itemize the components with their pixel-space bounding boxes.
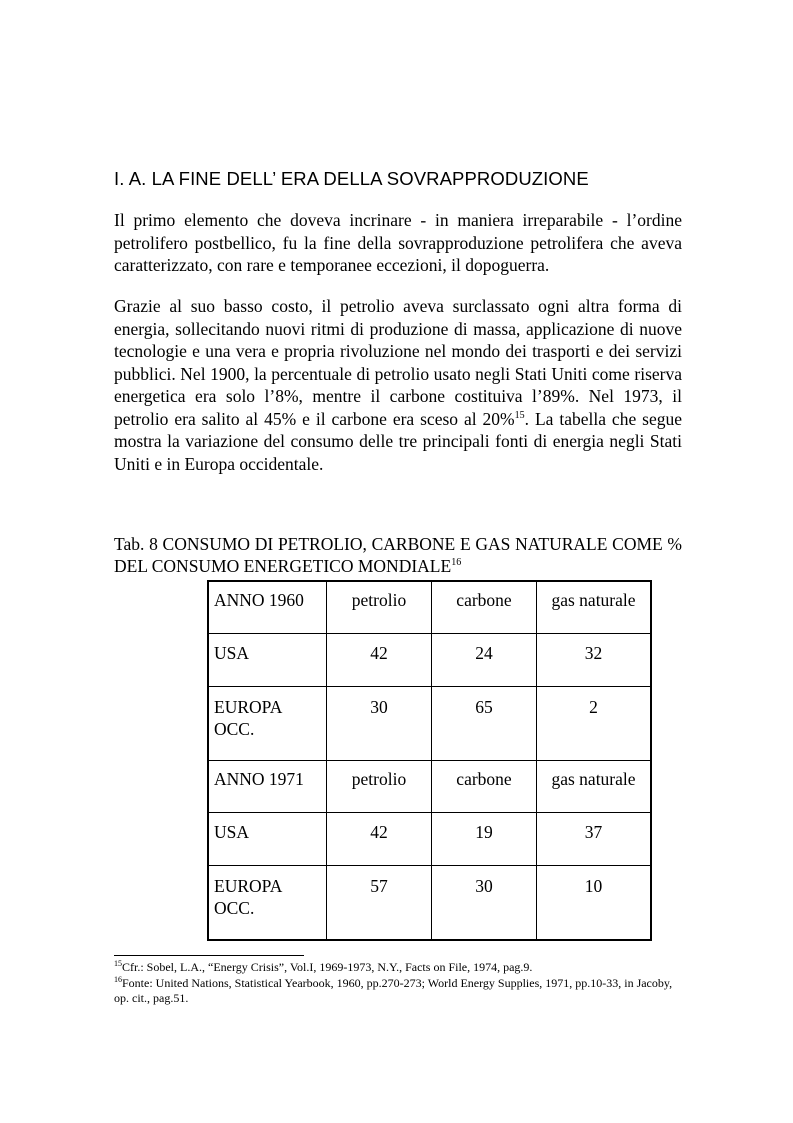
- cell-carbone: 65: [432, 687, 537, 761]
- cell-petrolio: 57: [327, 866, 432, 941]
- paragraph-energy-text: Grazie al suo basso costo, il petrolio aveva surclassato ogni altra forma di energia, sollecitando nuovi ritmi di produzione di massa, applicazione di nuove tecnologie e una vera e propria rivoluzione nel mondo dei trasporti e dei servizi pubblici. Nel 1900, la percentuale di petrolio usato negli Stati Uniti come riserva energetica era solo l’8%, mentre il carbone costituiva l’89%. Nel 1973, il petrolio era salito al 45% e il carbone era sceso al 20%: [114, 296, 682, 429]
- row-label-usa: USA: [208, 634, 327, 687]
- cell-gas: 2: [537, 687, 652, 761]
- section-heading: I. A. LA FINE DELL’ ERA DELLA SOVRAPPRODUZIONE: [114, 168, 589, 189]
- footnote-15: [114, 960, 686, 975]
- energy-consumption-table: [207, 580, 652, 941]
- paragraph-energy-text-end: . La tabella che segue mostra la variazione del consumo delle tre principali fonti di energia negli Stati Uniti e in Europa occidentale.: [114, 408, 682, 474]
- footnote-separator: [114, 955, 304, 956]
- table-caption-text: Tab. 8 CONSUMO DI PETROLIO, CARBONE E GAS NATURALE COME % DEL CONSUMO ENERGETICO MONDIALE: [114, 534, 682, 576]
- footnote-number: 15: [114, 959, 122, 968]
- column-header-petrolio: petrolio: [327, 581, 432, 634]
- paragraph-intro: Il primo elemento che doveva incrinare - in maniera irreparabile - l’ordine petrolifero postbellico, fu la fine della sovrapproduzione petrolifera che aveva caratterizzato, con rare e temporanee eccezioni, il dopoguerra.: [114, 210, 682, 275]
- column-header-gas: gas naturale: [537, 581, 652, 634]
- cell-petrolio: 42: [327, 813, 432, 866]
- cell-gas: 32: [537, 634, 652, 687]
- footnote-ref-16[interactable]: 16: [451, 557, 462, 569]
- cell-petrolio: 42: [327, 634, 432, 687]
- cell-petrolio: 30: [327, 687, 432, 761]
- row-label-usa: USA: [208, 813, 327, 866]
- year-label-1960: ANNO 1960: [208, 581, 327, 634]
- table-row-usa-1971: [208, 813, 651, 866]
- column-header-petrolio: petrolio: [327, 761, 432, 813]
- column-header-gas: gas naturale: [537, 761, 652, 813]
- footnote-text: Fonte: United Nations, Statistical Yearbook, 1960, pp.270-273; World Energy Supplies, 1971, pp.10-33, in Jacoby, op. cit., pag.51.: [114, 976, 673, 1005]
- table-caption: [114, 533, 682, 577]
- cell-gas: 37: [537, 813, 652, 866]
- table-header-row-1971: [208, 761, 651, 813]
- cell-carbone: 19: [432, 813, 537, 866]
- footnote-text: Cfr.: Sobel, L.A., “Energy Crisis”, Vol.I, 1969-1973, N.Y., Facts on File, 1974, pag.9.: [122, 960, 533, 974]
- row-label-europa: EUROPA OCC.: [208, 866, 327, 941]
- footnote-ref-15[interactable]: 15: [514, 409, 525, 421]
- footnote-16: [114, 976, 686, 1006]
- column-header-carbone: carbone: [432, 761, 537, 813]
- cell-carbone: 30: [432, 866, 537, 941]
- cell-carbone: 24: [432, 634, 537, 687]
- footnote-number: 16: [114, 975, 122, 984]
- column-header-carbone: carbone: [432, 581, 537, 634]
- paragraph-energy: [114, 295, 682, 475]
- table-row-usa-1960: [208, 634, 651, 687]
- table-row-europa-1971: [208, 866, 651, 941]
- row-label-europa: EUROPA OCC.: [208, 687, 327, 761]
- table-row-europa-1960: [208, 687, 651, 761]
- year-label-1971: ANNO 1971: [208, 761, 327, 813]
- table-header-row-1960: [208, 581, 651, 634]
- cell-gas: 10: [537, 866, 652, 941]
